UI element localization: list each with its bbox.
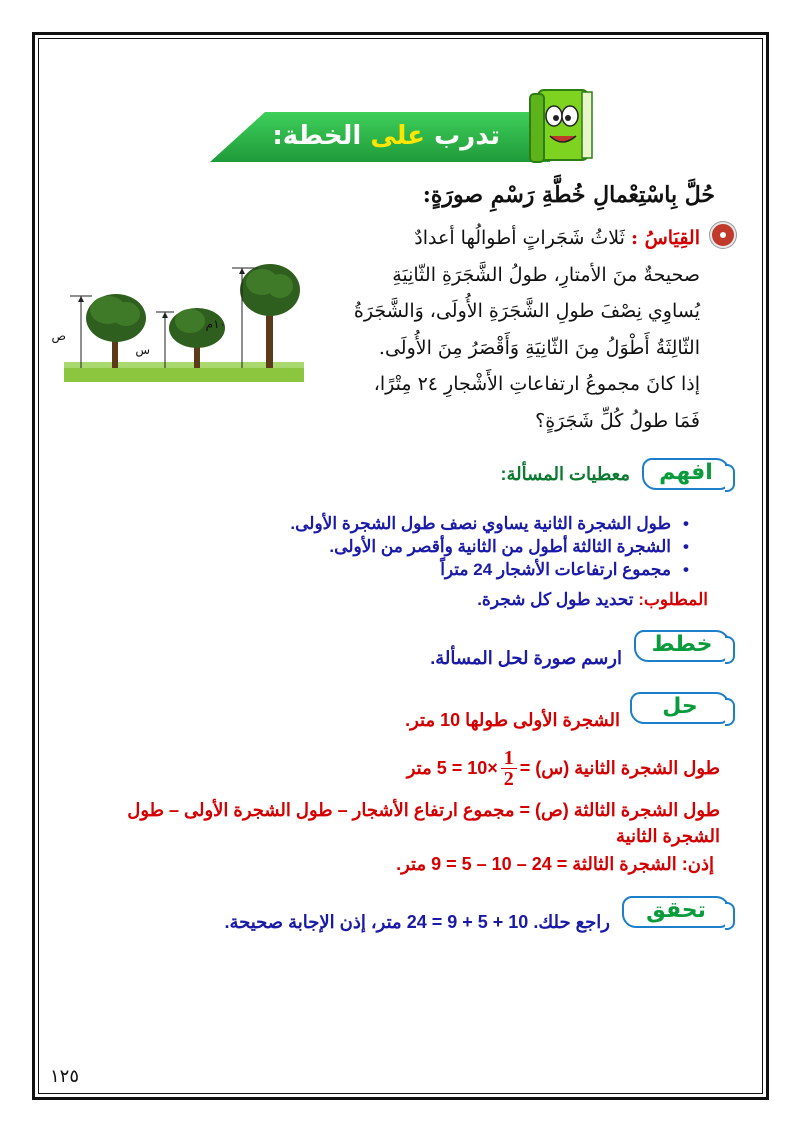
banner-title [272, 121, 500, 151]
required-text: تحديد طول كل شجرة. [477, 590, 634, 609]
label-third-tree: ص [51, 329, 66, 343]
page-number: ١٢٥ [50, 1066, 80, 1087]
plan-text: ارسم صورة لحل المسألة. [430, 648, 622, 668]
list-item: • الشجرة الثالثة أطول من الثانية وأقصر من الأولى. [290, 535, 695, 558]
tag-check-label: تحقق [646, 898, 706, 923]
banner-word-2: على [370, 121, 426, 151]
tag-plan [634, 630, 730, 662]
section-banner [210, 112, 550, 162]
solve-line-3b: الشجرة الثانية [615, 826, 720, 846]
check-text: راجع حلك. 10 + 5 + 9 = 24 متر، إذن الإجابة صحيحة. [224, 912, 610, 932]
label-second-tree: س [135, 343, 150, 357]
tag-solve [630, 692, 730, 724]
label-first-tree: ١٠م [205, 317, 226, 331]
list-item: • مجموع ارتفاعات الأشجار 24 متراً [290, 558, 695, 581]
tag-understand-label: افهم [659, 460, 713, 485]
problem-line: إذا كانَ مجموعُ ارتفاعاتِ الأَشْجارِ ٢٤ مِتْرًا، [373, 373, 700, 395]
problem-line: فَمَا طولُ كُلِّ شَجَرَةٍ؟ [535, 409, 700, 432]
tag-check [622, 896, 730, 928]
fraction-denominator: 2 [503, 768, 514, 790]
understand-heading: معطيات المسألة: [500, 464, 630, 484]
tag-solve-label: حل [662, 694, 698, 719]
question-marker-icon [710, 222, 736, 248]
fraction-numerator: 1 [501, 748, 517, 769]
problem-keyword: القِيَاسُ : [630, 227, 700, 249]
solve-line-2-end: ×10 = 5 متر [406, 758, 498, 778]
solve-line-2 [407, 748, 720, 789]
solve-line-3a: طول الشجرة الثالثة (ص) = مجموع ارتفاع الأشجار – طول الشجرة الأولى – طول [127, 800, 720, 820]
solve-line-1: الشجرة الأولى طولها 10 متر. [405, 710, 620, 730]
given-list [290, 512, 695, 581]
banner-word-1: تدرب [434, 121, 500, 151]
problem-line: الثّالِثَةُ أَطْوَلُ مِنَ الثّانِيَةِ وَأَقْصَرُ مِنَ الأُولَى. [378, 336, 700, 359]
problem-text [310, 220, 700, 439]
tag-understand [642, 458, 730, 490]
fraction-half [501, 748, 517, 789]
problem-line: صحيحةٌ منَ الأمتارِ، طولُ الشَّجَرَةِ الثّانِيَةِ [392, 263, 700, 286]
trees-figure [51, 258, 307, 388]
required-line [477, 590, 708, 610]
required-label: المطلوب: [638, 590, 708, 609]
tag-plan-label: خطط [651, 632, 713, 657]
instruction-text: حُلَّ بِاسْتِعْمالِ خُطَّةِ رَسْمِ صورَةٍ: [422, 182, 715, 208]
solve-line-2-start: طول الشجرة الثانية (س) = [519, 758, 720, 778]
problem-line: ثَلاثُ شَجَراتٍ أطوالُها أعدادٌ [414, 227, 625, 249]
banner-word-3: الخطة: [272, 121, 362, 151]
list-item: • طول الشجرة الثانية يساوي نصف طول الشجرة الأولى. [290, 512, 695, 535]
problem-line: يُساوِي نِصْفَ طولِ الشَّجَرَةِ الأُولَى، وَالشَّجَرَةُ [353, 300, 700, 322]
book-mascot-icon [520, 80, 602, 168]
solve-line-4: إذن: الشجرة الثالثة = 24 – 10 – 5 = 9 متر. [396, 854, 714, 874]
